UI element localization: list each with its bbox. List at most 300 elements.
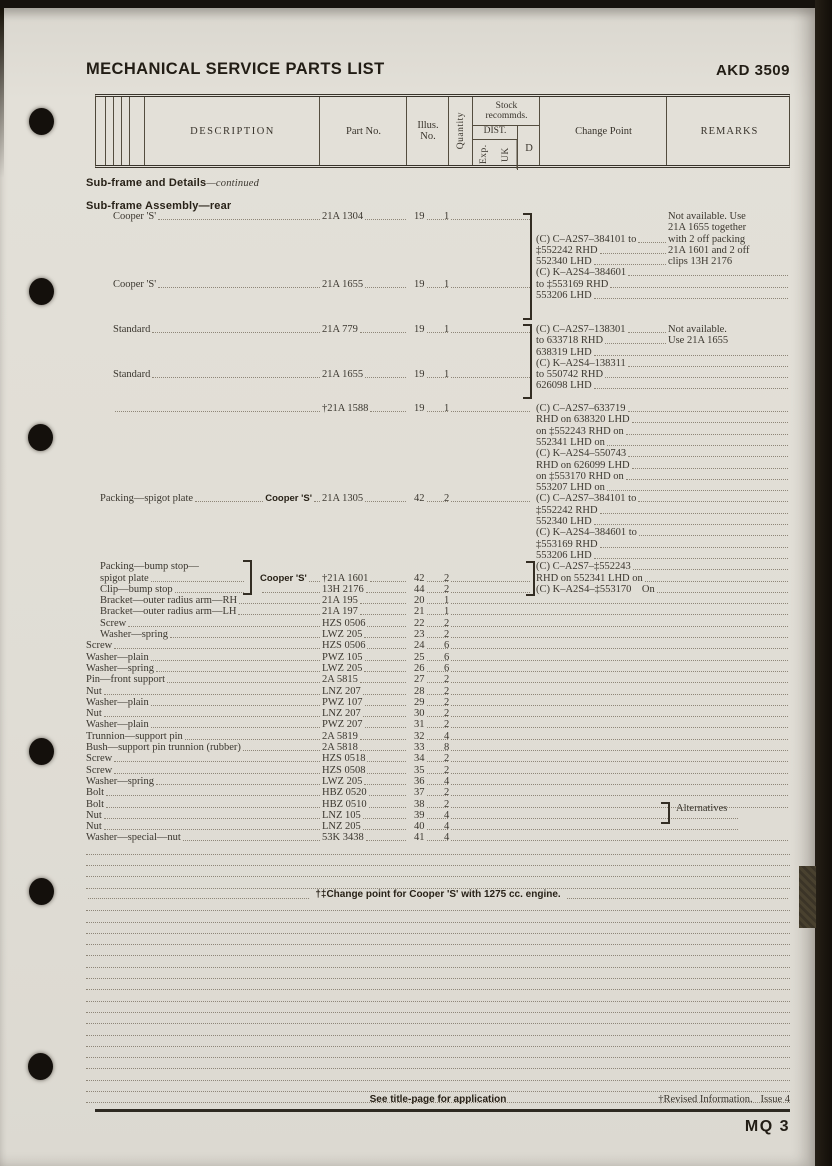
table-row xyxy=(86,573,790,585)
dotted-leader xyxy=(451,736,788,740)
table-row xyxy=(86,290,790,302)
table-row xyxy=(86,595,790,607)
dotted-rule xyxy=(86,878,790,889)
header-illus-no: Illus. No. xyxy=(406,97,449,165)
dotted-leader xyxy=(152,374,320,378)
row-description: Standard xyxy=(113,324,322,335)
row-description: Nut xyxy=(86,821,322,832)
dotted-leader xyxy=(645,578,788,582)
table-row xyxy=(86,347,790,359)
dotted-leader xyxy=(633,566,788,570)
dotted-leader xyxy=(451,645,788,649)
row-illus-no: 29 xyxy=(408,697,450,708)
row-description: Clip—bump stop xyxy=(100,584,246,595)
dotted-leader xyxy=(594,521,788,525)
dotted-leader xyxy=(367,758,406,762)
dotted-leader xyxy=(451,804,788,808)
row-description: Trunnion—support pin xyxy=(86,731,322,742)
dotted-leader xyxy=(632,465,788,469)
table-row xyxy=(86,629,790,641)
row-description: Washer—plain xyxy=(86,719,322,730)
table-row xyxy=(86,267,790,279)
dotted-leader xyxy=(367,645,406,649)
row-description: Washer—spring xyxy=(100,629,322,640)
row-illus-no: 28 xyxy=(408,686,450,697)
dotted-leader xyxy=(638,498,788,502)
row-illus-no: 36 xyxy=(408,776,450,787)
dotted-leader xyxy=(369,792,406,796)
revision-note: †Revised Information. Issue 4 xyxy=(658,1094,790,1105)
dotted-leader xyxy=(364,781,406,785)
row-change-point: on ‡553170 RHD on xyxy=(536,471,790,482)
dotted-leader xyxy=(610,284,788,288)
table-row xyxy=(86,821,790,833)
row-quantity: 4 xyxy=(444,776,790,787)
row-change-point: (C) K–A2S4–‡553170 On xyxy=(536,584,790,595)
dotted-leader xyxy=(314,498,320,502)
row-change-point: (C) C–A2S7–633719 xyxy=(536,403,790,414)
row-change-point: (C) K–A2S4–138311 xyxy=(536,358,790,369)
table-row xyxy=(86,539,790,551)
row-quantity: 2 xyxy=(444,799,790,810)
row-illus-no: 27 xyxy=(408,674,450,685)
page-number: MQ 3 xyxy=(744,1118,790,1135)
header-uk: UK xyxy=(495,140,518,169)
table-row xyxy=(86,358,790,370)
row-part-no: HZS 0508 xyxy=(322,765,408,776)
row-description: Bracket—outer radius arm—LH xyxy=(100,606,322,617)
row-part-no: 53K 3438 xyxy=(322,832,408,843)
dist-group: DIST. Exp. UK xyxy=(473,126,517,170)
row-part-no: LNZ 207 xyxy=(322,686,408,697)
table-row xyxy=(86,527,790,539)
row-remark: with 2 off packing xyxy=(668,233,746,245)
row-quantity: 2 xyxy=(444,787,790,798)
row-change-point: 552341 LHD on xyxy=(536,437,790,448)
row-change-point: 553206 LHD xyxy=(536,550,790,561)
dotted-leader xyxy=(605,340,666,344)
row-illus-no: 35 xyxy=(408,765,450,776)
row-illus-no: 34 xyxy=(408,753,450,764)
row-quantity: 6 xyxy=(444,652,790,663)
row-part-no: HZS 0506 xyxy=(322,640,408,651)
punch-hole xyxy=(28,424,53,451)
dotted-leader xyxy=(367,770,406,774)
dotted-leader xyxy=(309,578,320,582)
dotted-leader xyxy=(451,815,738,819)
row-part-no: 21A 779 xyxy=(322,324,408,335)
dotted-leader xyxy=(628,329,666,333)
table-row xyxy=(86,832,790,844)
dotted-leader xyxy=(451,781,788,785)
dotted-leader xyxy=(106,804,320,808)
table-row xyxy=(86,279,790,291)
dotted-leader xyxy=(366,837,406,841)
dotted-leader xyxy=(363,826,406,830)
dotted-leader xyxy=(175,589,244,593)
table-row xyxy=(86,369,790,381)
page-title: MECHANICAL SERVICE PARTS LIST xyxy=(86,60,385,78)
row-description: Washer—plain xyxy=(86,652,322,663)
row-change-point: ‡552242 RHD xyxy=(536,505,790,516)
table-row xyxy=(86,335,790,347)
row-remark: 21A 1601 and 2 off xyxy=(668,244,750,256)
dotted-leader xyxy=(360,329,406,333)
row-quantity: 2 xyxy=(444,719,790,730)
dotted-leader xyxy=(594,352,788,356)
header-part-no: Part No. xyxy=(319,97,407,165)
dotted-leader xyxy=(365,724,406,728)
punch-hole xyxy=(28,1053,53,1080)
row-change-point: on ‡552243 RHD on xyxy=(536,426,790,437)
row-quantity: 2 xyxy=(444,629,790,640)
dotted-leader xyxy=(451,668,788,672)
row-quantity: 1 xyxy=(444,403,532,414)
row-description: Bracket—outer radius arm—RH xyxy=(100,595,322,606)
row-illus-no: 19 xyxy=(408,403,450,414)
row-part-no: LWZ 205 xyxy=(322,776,408,787)
table-row xyxy=(86,448,790,460)
row-illus-no: 39 xyxy=(408,810,450,821)
row-illus-no: 19 xyxy=(408,324,450,335)
row-part-no: HBZ 0510 xyxy=(322,799,408,810)
row-quantity: 2 xyxy=(444,573,532,584)
row-description: Pin—front support xyxy=(86,674,322,685)
row-description: Standard xyxy=(113,369,322,380)
header-description: DESCRIPTION xyxy=(144,97,320,165)
dotted-rule xyxy=(86,1058,790,1069)
table-row xyxy=(86,787,790,799)
dotted-rule xyxy=(86,934,790,945)
dotted-leader xyxy=(451,702,788,706)
row-quantity: 2 xyxy=(444,618,790,629)
dotted-leader xyxy=(167,679,320,683)
dotted-leader xyxy=(195,498,263,502)
row-quantity: 1 xyxy=(444,369,532,380)
dotted-leader xyxy=(104,815,320,819)
punch-hole xyxy=(29,738,54,765)
row-part-no: 21A 1305 xyxy=(322,493,408,504)
stock-label: Stock recommds. xyxy=(473,97,540,126)
row-illus-no: 41 xyxy=(408,832,450,843)
dotted-leader xyxy=(363,691,406,695)
row-part-no: 21A 1655 xyxy=(322,369,408,380)
row-illus-no: 23 xyxy=(408,629,450,640)
row-description: Washer—spring xyxy=(86,663,322,674)
dotted-leader xyxy=(594,385,788,389)
dotted-leader xyxy=(156,668,320,672)
dotted-leader xyxy=(451,691,788,695)
dotted-rule xyxy=(86,957,790,968)
row-part-no: HBZ 0520 xyxy=(322,787,408,798)
row-quantity: 1 xyxy=(444,595,790,606)
row-part-no: 21A 197 xyxy=(322,606,408,617)
dotted-leader xyxy=(128,623,320,627)
dotted-leader xyxy=(152,329,320,333)
dotted-leader xyxy=(451,657,788,661)
header-exp: Exp. xyxy=(478,144,489,165)
header-stock-recommends xyxy=(472,97,540,165)
row-remark: Use 21A 1655 xyxy=(668,335,729,347)
row-change-point: RHD on 626099 LHD xyxy=(536,460,790,471)
dotted-leader xyxy=(363,713,406,717)
row-description: Washer—spring xyxy=(86,776,322,787)
dotted-leader xyxy=(451,679,788,683)
row-quantity: 2 xyxy=(444,493,532,504)
table-row xyxy=(86,471,790,483)
dotted-leader xyxy=(594,555,788,559)
row-illus-no: 19 xyxy=(408,279,450,290)
row-description: Cooper 'S' xyxy=(113,211,322,222)
dotted-leader xyxy=(151,657,320,661)
row-quantity: 1 xyxy=(444,211,532,222)
row-change-point: RHD on 552341 LHD on xyxy=(536,573,790,584)
row-illus-no: 24 xyxy=(408,640,450,651)
punch-hole xyxy=(29,278,54,305)
row-part-no: PWZ 207 xyxy=(322,719,408,730)
dotted-leader xyxy=(365,284,406,288)
dotted-rule xyxy=(86,923,790,934)
row-quantity: 2 xyxy=(444,708,790,719)
dotted-rule xyxy=(86,1081,790,1092)
row-part-no: †21A 1588 xyxy=(322,403,408,414)
row-part-no: PWZ 105 xyxy=(322,652,408,663)
dotted-rule xyxy=(86,1025,790,1036)
row-part-no: 21A 1304 xyxy=(322,211,408,222)
row-change-point: (C) C–A2S7–‡552243 xyxy=(536,561,790,572)
dotted-leader xyxy=(451,498,530,502)
row-change-point: (C) K–A2S4–384601 xyxy=(536,267,790,278)
dotted-leader xyxy=(151,578,244,582)
row-change-point: (C) K–A2S4–384601 to xyxy=(536,527,790,538)
table-row xyxy=(86,222,790,234)
dotted-leader xyxy=(657,589,788,593)
dotted-leader xyxy=(451,216,530,220)
row-description: Washer—special—nut xyxy=(86,832,322,843)
dotted-leader xyxy=(151,724,320,728)
dotted-leader xyxy=(600,544,788,548)
paper xyxy=(0,8,815,1166)
table-row xyxy=(86,753,790,765)
group-bracket xyxy=(523,213,532,320)
row-description: Nut xyxy=(86,708,322,719)
row-quantity: 4 xyxy=(444,821,740,832)
row-description: spigot plate xyxy=(100,573,246,584)
row-change-point: ‡553169 RHD xyxy=(536,539,790,550)
index-tab xyxy=(799,866,816,928)
dotted-leader xyxy=(158,216,320,220)
table-row xyxy=(86,640,790,652)
table-row xyxy=(86,652,790,664)
table-row xyxy=(86,708,790,720)
dotted-leader xyxy=(451,578,530,582)
table-row xyxy=(86,493,790,505)
dotted-leader xyxy=(158,284,320,288)
dotted-rule xyxy=(86,1036,790,1047)
row-quantity: 4 xyxy=(444,810,740,821)
table-row xyxy=(86,414,790,426)
dotted-leader xyxy=(451,623,788,627)
dotted-leader xyxy=(605,374,788,378)
document-number: AKD 3509 xyxy=(715,62,790,79)
row-change-point: (C) K–A2S4–550743 xyxy=(536,448,790,459)
row-description: Bush—support pin trunnion (rubber) xyxy=(86,742,322,753)
row-part-no: 21A 1655 xyxy=(322,279,408,290)
dotted-leader xyxy=(104,691,320,695)
dotted-leader xyxy=(183,837,320,841)
dotted-leader xyxy=(364,668,406,672)
dotted-leader xyxy=(628,408,788,412)
row-illus-no: 21 xyxy=(408,606,450,617)
row-description: Packing—spigot plate Cooper 'S' xyxy=(100,493,322,504)
table-row xyxy=(86,697,790,709)
table-row xyxy=(86,437,790,449)
dotted-leader xyxy=(156,781,320,785)
row-change-point: 552340 LHD xyxy=(536,516,790,527)
dotted-leader xyxy=(367,623,406,627)
note-text: †‡Change point for Cooper 'S' with 1275 cc. engine. xyxy=(315,888,561,900)
dotted-leader xyxy=(451,837,788,841)
table-row xyxy=(86,618,790,630)
row-part-no: 13H 2176 xyxy=(322,584,408,595)
dotted-leader xyxy=(451,611,788,615)
row-quantity: 1 xyxy=(444,324,532,335)
row-illus-no: 19 xyxy=(408,369,450,380)
table-row xyxy=(86,482,790,494)
punch-hole xyxy=(29,108,54,135)
header-quantity: Quantity xyxy=(448,97,473,165)
dotted-leader xyxy=(451,724,788,728)
row-change-point: 553206 LHD xyxy=(536,290,790,301)
footer xyxy=(86,1094,790,1107)
table-row xyxy=(86,561,790,573)
table-row xyxy=(86,324,790,336)
dotted-rule xyxy=(86,991,790,1002)
row-description xyxy=(113,403,322,414)
table-row xyxy=(86,719,790,731)
dotted-leader xyxy=(239,600,320,604)
dotted-leader xyxy=(639,532,788,536)
dotted-leader xyxy=(360,736,406,740)
section-heading: Sub-frame Assembly—rear xyxy=(86,199,232,212)
row-description: Nut xyxy=(86,810,322,821)
row-quantity: 2 xyxy=(444,674,790,685)
row-illus-no: 40 xyxy=(408,821,450,832)
dotted-leader xyxy=(451,826,738,830)
row-description: Screw xyxy=(86,765,322,776)
dotted-leader xyxy=(451,770,788,774)
dotted-leader xyxy=(365,498,406,502)
row-quantity: 6 xyxy=(444,663,790,674)
row-illus-no: 19 xyxy=(408,211,450,222)
dotted-leader xyxy=(106,792,320,796)
table-row xyxy=(86,550,790,562)
row-change-point: (C) C–A2S7–138301 xyxy=(536,324,668,335)
change-point-note xyxy=(86,889,790,901)
margin-rules xyxy=(96,97,144,165)
row-illus-no: 26 xyxy=(408,663,450,674)
dotted-leader xyxy=(607,487,788,491)
table-row xyxy=(86,380,790,392)
dotted-leader xyxy=(451,374,530,378)
table-row xyxy=(86,426,790,438)
row-change-point: (C) C–A2S7–384101 to xyxy=(536,493,790,504)
row-illus-no: 42 xyxy=(408,493,450,504)
dotted-rule xyxy=(86,968,790,979)
row-change-point: (C) C–A2S7–384101 to xyxy=(536,234,668,245)
row-change-point: to 550742 RHD xyxy=(536,369,790,380)
dotted-leader xyxy=(451,758,788,762)
row-quantity: 6 xyxy=(444,640,790,651)
dotted-leader xyxy=(360,600,406,604)
dotted-leader xyxy=(594,261,666,265)
row-quantity: 2 xyxy=(444,753,790,764)
dotted-leader xyxy=(628,363,788,367)
table-row xyxy=(86,742,790,754)
row-part-no: LNZ 207 xyxy=(322,708,408,719)
dotted-leader xyxy=(451,713,788,717)
row-description: Screw xyxy=(86,753,322,764)
dotted-leader xyxy=(451,600,788,604)
row-quantity: 2 xyxy=(444,686,790,697)
table-row xyxy=(86,505,790,517)
dotted-leader xyxy=(170,634,320,638)
row-part-no: 2A 5815 xyxy=(322,674,408,685)
header-d: D xyxy=(517,126,540,170)
row-change-point: 552340 LHD xyxy=(536,256,668,267)
dotted-leader xyxy=(567,895,788,899)
dotted-leader xyxy=(628,272,788,276)
dotted-leader xyxy=(88,895,309,899)
row-remark: Not available. Use xyxy=(668,210,746,222)
header-change-point: Change Point xyxy=(539,97,667,165)
row-part-no: †21A 1601 xyxy=(322,573,408,584)
table-row xyxy=(86,686,790,698)
table-row xyxy=(86,245,790,257)
row-part-no: LNZ 105 xyxy=(322,810,408,821)
table-row xyxy=(86,211,790,223)
dotted-rule xyxy=(86,979,790,990)
dotted-leader xyxy=(104,826,320,830)
dotted-leader xyxy=(369,804,406,808)
dotted-leader xyxy=(626,431,788,435)
dotted-leader xyxy=(370,578,406,582)
dotted-leader xyxy=(366,589,406,593)
row-illus-no: 42 xyxy=(408,573,450,584)
row-description: Nut xyxy=(86,686,322,697)
footer-note: See title-page for application xyxy=(369,1094,507,1105)
row-change-point: to ‡553169 RHD xyxy=(536,279,790,290)
dotted-leader xyxy=(451,634,788,638)
row-quantity: 2 xyxy=(444,697,790,708)
table-row xyxy=(86,765,790,777)
table-row xyxy=(86,776,790,788)
dotted-leader xyxy=(600,510,788,514)
dotted-leader xyxy=(115,408,320,412)
row-description-qualifier: Cooper 'S' xyxy=(260,573,322,584)
scan-edge-top xyxy=(0,0,832,8)
alternatives-label: Alternatives xyxy=(676,803,728,814)
row-part-no: LWZ 205 xyxy=(322,663,408,674)
table-header xyxy=(95,94,790,168)
scan-edge-left xyxy=(0,8,4,178)
row-part-no: 2A 5819 xyxy=(322,731,408,742)
row-change-point: ‡552242 RHD xyxy=(536,245,668,256)
row-change-point: 626098 LHD xyxy=(536,380,790,391)
row-quantity: 1 xyxy=(444,606,790,617)
row-illus-no: 32 xyxy=(408,731,450,742)
table-row xyxy=(86,256,790,268)
